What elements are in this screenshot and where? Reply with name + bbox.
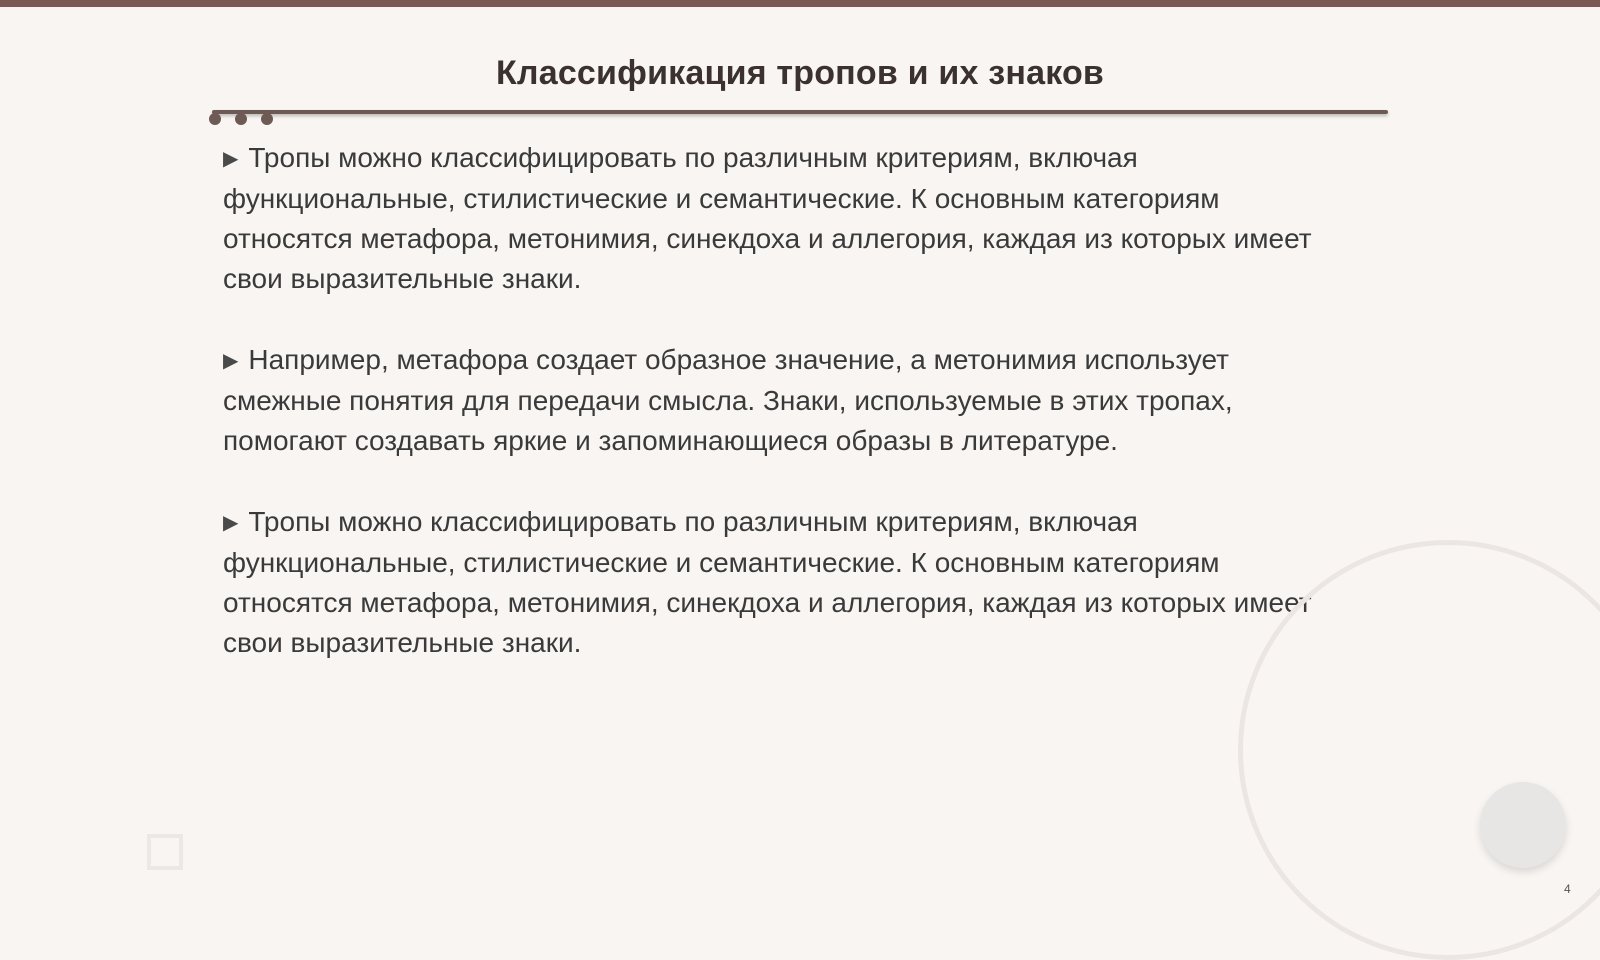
slide-number: 4: [1564, 882, 1571, 896]
decorative-square: [147, 834, 183, 870]
bullet-arrow-icon: ▶: [223, 512, 239, 534]
bullet-text: Тропы можно классифицировать по различным критериям, включая функциональные, стилистические и семантические. К основным категориям относятся метафора, метонимия, синекдоха и аллегория, каждая из которых имеет свои выразительные знаки.: [223, 506, 1312, 658]
bullet-item: [223, 138, 1343, 299]
title-divider: [212, 110, 1388, 114]
divider-dot: [261, 113, 273, 125]
bullet-text: Например, метафора создает образное значение, а метонимия использует смежные понятия для передачи смысла. Знаки, используемые в этих тропах, помогают создавать яркие и запоминающиеся образы в литературе.: [223, 344, 1233, 456]
bullet-arrow-icon: ▶: [223, 148, 239, 170]
divider-dot: [235, 113, 247, 125]
top-accent-bar: [0, 0, 1600, 7]
bullet-list: [223, 138, 1343, 704]
bullet-item: [223, 502, 1343, 663]
bullet-text: Тропы можно классифицировать по различным критериям, включая функциональные, стилистические и семантические. К основным категориям относятся метафора, метонимия, синекдоха и аллегория, каждая из которых имеет свои выразительные знаки.: [223, 142, 1312, 294]
bullet-arrow-icon: ▶: [223, 350, 239, 372]
divider-dot: [209, 113, 221, 125]
decorative-disc: [1480, 782, 1566, 868]
bullet-item: [223, 340, 1343, 461]
slide-title: Классификация тропов и их знаков: [495, 54, 1105, 92]
